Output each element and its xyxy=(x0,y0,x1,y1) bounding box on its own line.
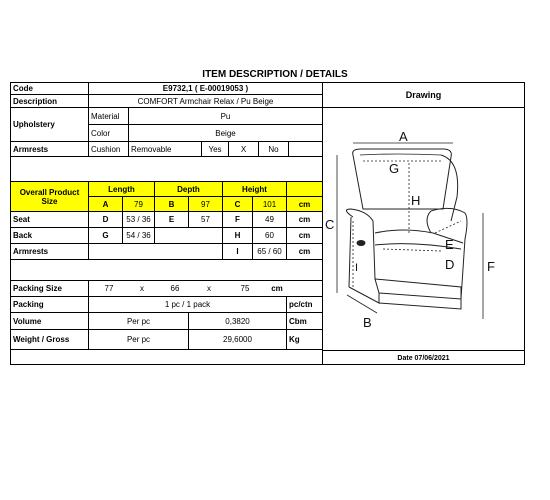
packing-height: 75 xyxy=(240,284,250,293)
volume-value: 0,3820 xyxy=(189,313,287,329)
dim-g-letter: G xyxy=(89,228,123,243)
packing-label: Packing xyxy=(11,297,89,312)
color-value: Beige xyxy=(215,128,236,138)
dim-i-value: 65 / 60 xyxy=(253,244,287,259)
label-h: H xyxy=(411,193,421,208)
spacer-row-2 xyxy=(11,260,322,281)
packing-x-2: x xyxy=(207,284,211,293)
weight-row xyxy=(11,330,322,350)
armrests-label: Armrests xyxy=(11,244,89,259)
date-stamp: Date 07/06/2021 xyxy=(323,350,524,365)
selection-mark: X xyxy=(229,142,259,156)
spec-table xyxy=(11,83,322,364)
overall-size-label: Overall Product Size xyxy=(11,182,89,211)
volume-label: Volume xyxy=(11,313,89,329)
dim-d-letter: D xyxy=(89,212,123,227)
label-i: I xyxy=(355,262,359,274)
weight-unit: Kg xyxy=(289,335,300,344)
label-e: E xyxy=(445,237,454,252)
packing-size-unit: cm xyxy=(271,284,283,293)
spacer-row xyxy=(11,157,322,182)
no-label: No xyxy=(259,142,289,156)
description-row xyxy=(11,95,322,108)
dim-i-letter: I xyxy=(223,244,253,259)
volume-row xyxy=(11,313,322,330)
dim-c-value: 101 xyxy=(253,197,287,211)
label-f: F xyxy=(487,259,495,274)
cushion-label: Cushion xyxy=(89,142,129,156)
armrests-options-row xyxy=(11,142,322,157)
weight-value: 29,6000 xyxy=(189,330,287,349)
length-header: Length xyxy=(89,182,155,196)
description-label: Description xyxy=(11,95,89,107)
description-value: COMFORT Armchair Relax / Pu Beige xyxy=(137,96,274,106)
packing-row xyxy=(11,297,322,313)
dim-d-value: 53 / 36 xyxy=(123,212,155,227)
spec-sheet xyxy=(10,82,525,365)
weight-label: Weight / Gross xyxy=(11,330,89,349)
dim-g-value: 54 / 36 xyxy=(123,228,155,243)
dim-h-value: 60 xyxy=(253,228,287,243)
armrests-opt-label: Armrests xyxy=(11,142,89,156)
packing-size-row xyxy=(11,281,322,297)
color-label: Color xyxy=(89,125,129,141)
seat-label: Seat xyxy=(11,212,89,227)
packing-x-1: x xyxy=(140,284,144,293)
depth-header: Depth xyxy=(155,182,223,196)
dim-e-letter: E xyxy=(155,212,189,227)
dim-h-letter: H xyxy=(223,228,253,243)
volume-per: Per pc xyxy=(89,313,189,329)
removable-label: Removable xyxy=(129,142,202,156)
dim-f-letter: F xyxy=(223,212,253,227)
back-unit: cm xyxy=(298,231,311,240)
armchair-drawing xyxy=(323,109,523,349)
label-g: G xyxy=(389,161,400,176)
packing-unit: pc/ctn xyxy=(289,300,313,309)
dim-e-value: 57 xyxy=(189,212,223,227)
label-d: D xyxy=(445,257,455,272)
dim-f-value: 49 xyxy=(253,212,287,227)
yes-label: Yes xyxy=(202,142,229,156)
armrests-unit: cm xyxy=(298,247,311,256)
armrests-dims-row xyxy=(11,244,322,260)
dim-a-value: 79 xyxy=(123,197,155,211)
dim-a-letter: A xyxy=(89,197,123,211)
overall-unit: cm xyxy=(298,199,311,209)
label-a: A xyxy=(399,129,408,144)
height-header: Height xyxy=(223,182,287,196)
upholstery-row xyxy=(11,108,322,142)
dim-b-value: 97 xyxy=(189,197,223,211)
upholstery-label: Upholstery xyxy=(11,108,89,141)
overall-size-row xyxy=(11,182,322,212)
dim-b-letter: B xyxy=(155,197,189,211)
back-row xyxy=(11,228,322,244)
drawing-header: Drawing xyxy=(323,83,524,108)
back-label: Back xyxy=(11,228,89,243)
seat-row xyxy=(11,212,322,228)
volume-unit: Cbm xyxy=(289,316,307,326)
dim-c-letter: C xyxy=(223,197,253,211)
drawing-panel xyxy=(322,83,524,364)
packing-length: 77 xyxy=(104,284,114,293)
label-b: B xyxy=(363,315,372,330)
label-c: C xyxy=(325,217,335,232)
material-value: Pu xyxy=(220,111,231,121)
seat-unit: cm xyxy=(298,215,311,224)
code-label: Code xyxy=(11,83,89,94)
weight-per: Per pc xyxy=(89,330,189,349)
packing-size-label: Packing Size xyxy=(11,281,89,296)
code-row xyxy=(11,83,322,95)
packing-width: 66 xyxy=(170,284,180,293)
packing-value: 1 pc / 1 pack xyxy=(89,297,287,312)
code-value: E9732,1 ( E-00019053 ) xyxy=(162,84,249,93)
document-title: ITEM DESCRIPTION / DETAILS xyxy=(202,69,348,80)
material-label: Material xyxy=(89,108,129,124)
